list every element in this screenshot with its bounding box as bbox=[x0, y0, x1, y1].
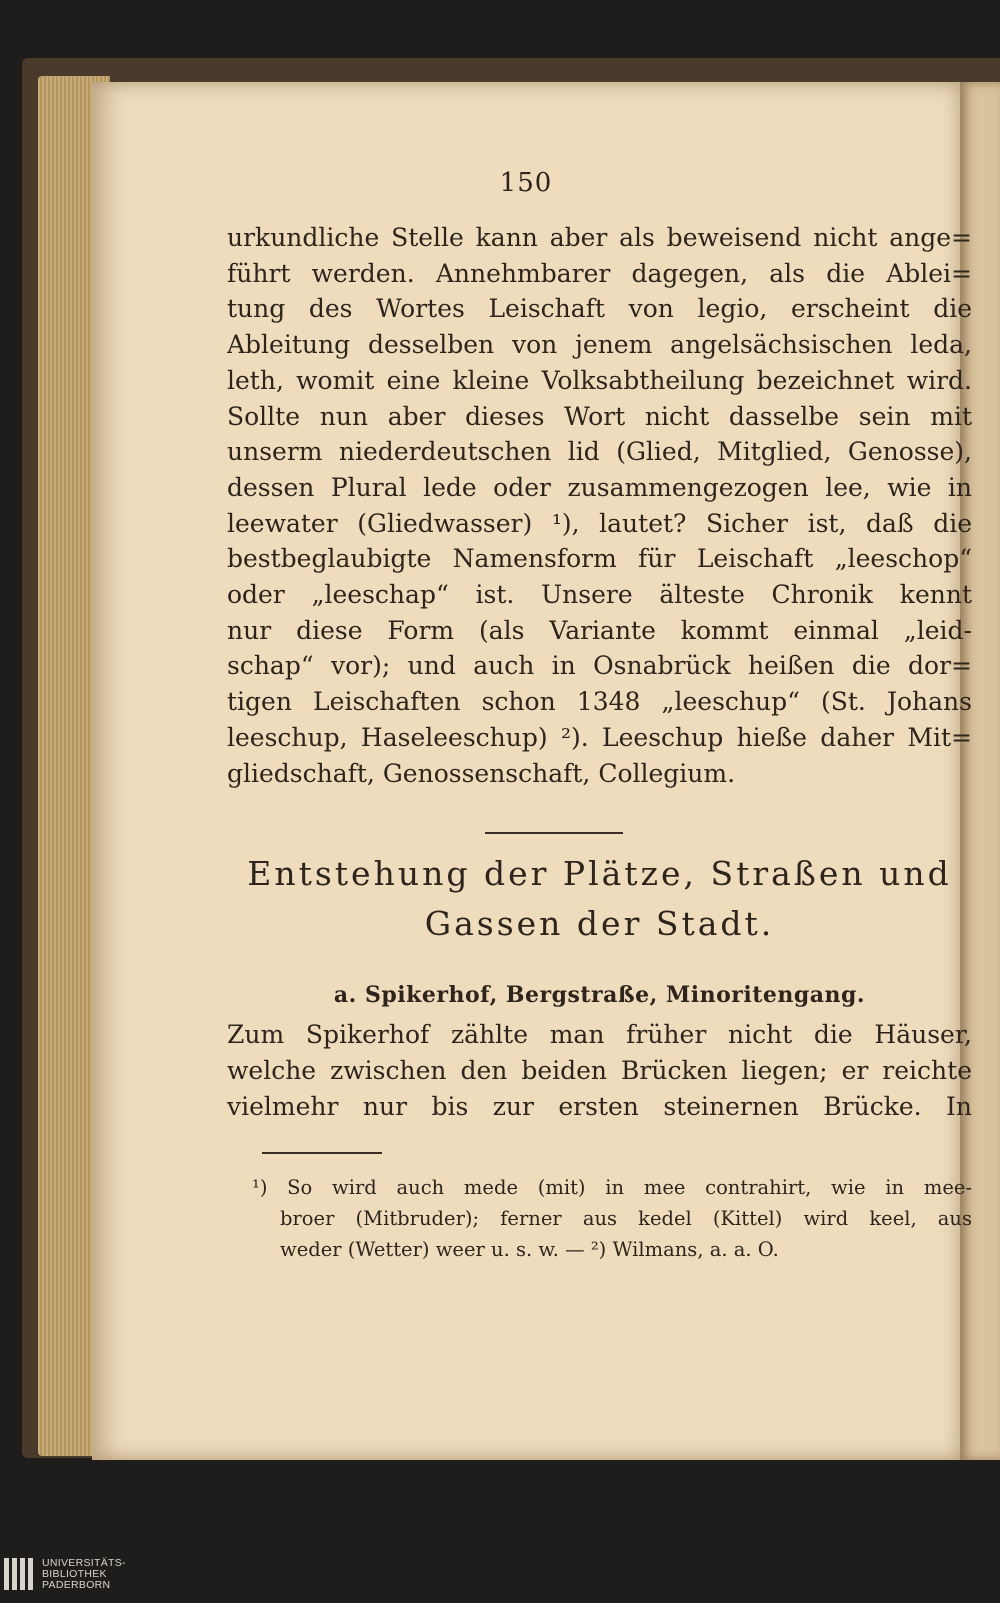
footnote-line: broer (Mitbruder); ferner aus kedel (Kittel) wird keel, aus bbox=[280, 1207, 972, 1230]
section-heading-line-2: Gassen der Stadt. bbox=[424, 904, 775, 943]
book-page bbox=[92, 82, 972, 1460]
text-line: leeschup, Haseleeschup) ²). Leeschup hieße daher Mit= bbox=[227, 722, 972, 752]
text-line: bestbeglaubigte Namensform für Leischaft „leeschop“ bbox=[227, 544, 972, 574]
text-line: tung des Wortes Leischaft von legio, erscheint die bbox=[227, 294, 972, 324]
page-number: 150 bbox=[499, 168, 553, 198]
footnote-line: weder (Wetter) weer u. s. w. — ²) Wilmans, a. a. O. bbox=[280, 1238, 779, 1261]
text-line: Zum Spikerhof zählte man früher nicht die Häuser, bbox=[227, 1020, 972, 1049]
section-heading-line-1: Entstehung der Plätze, Straßen und bbox=[247, 854, 952, 893]
footnote-rule bbox=[262, 1152, 382, 1154]
text-line: Ableitung desselben von jenem angelsächsischen leda, bbox=[227, 330, 972, 360]
text-line: führt werden. Annehmbarer dagegen, als die Ablei= bbox=[227, 258, 972, 288]
footnote-line: ¹) So wird auch mede (mit) in mee contrahirt, wie in mee- bbox=[252, 1176, 972, 1199]
paragraph-2 bbox=[227, 1017, 972, 1125]
text-line: nur diese Form (als Variante kommt einmal „leid- bbox=[227, 615, 972, 645]
text-line: oder „leeschap“ ist. Unsere älteste Chronik kennt bbox=[227, 580, 972, 610]
text-line: Sollte nun aber dieses Wort nicht dasselbe sein mit bbox=[227, 401, 972, 431]
text-line: unserm niederdeutschen lid (Glied, Mitglied, Genosse), bbox=[227, 437, 972, 467]
text-line: dessen Plural lede oder zusammengezogen lee, wie in bbox=[227, 472, 972, 502]
logo-line-2: BIBLIOTHEK bbox=[42, 1567, 107, 1580]
section-divider bbox=[485, 832, 623, 834]
library-logo-icon bbox=[4, 1556, 36, 1592]
logo-line-3: PADERBORN bbox=[42, 1578, 111, 1591]
text-line: gliedschaft, Genossenschaft, Collegium. bbox=[227, 758, 736, 788]
text-line: leth, womit eine kleine Volksabtheilung bezeichnet wird. bbox=[227, 365, 972, 395]
logo-line-1: UNIVERSITÄTS- bbox=[42, 1556, 126, 1569]
subsection-heading: a. Spikerhof, Bergstraße, Minoritengang. bbox=[333, 982, 866, 1008]
text-line: leewater (Gliedwasser) ¹), lautet? Sicher ist, daß die bbox=[227, 508, 972, 538]
text-line: schap“ vor); und auch in Osnabrück heißen die dor= bbox=[227, 651, 972, 681]
footnotes bbox=[252, 1172, 972, 1265]
library-logo-text bbox=[42, 1558, 126, 1591]
paragraph-1 bbox=[227, 220, 972, 791]
text-line: tigen Leischaften schon 1348 „leeschup“ (St. Johans bbox=[227, 687, 972, 717]
text-line: welche zwischen den beiden Brücken liegen; er reichte bbox=[227, 1056, 972, 1085]
text-line: urkundliche Stelle kann aber als beweisend nicht ange= bbox=[227, 223, 972, 252]
library-logo bbox=[4, 1552, 144, 1596]
text-line: vielmehr nur bis zur ersten steinernen Brücke. In bbox=[227, 1092, 972, 1121]
